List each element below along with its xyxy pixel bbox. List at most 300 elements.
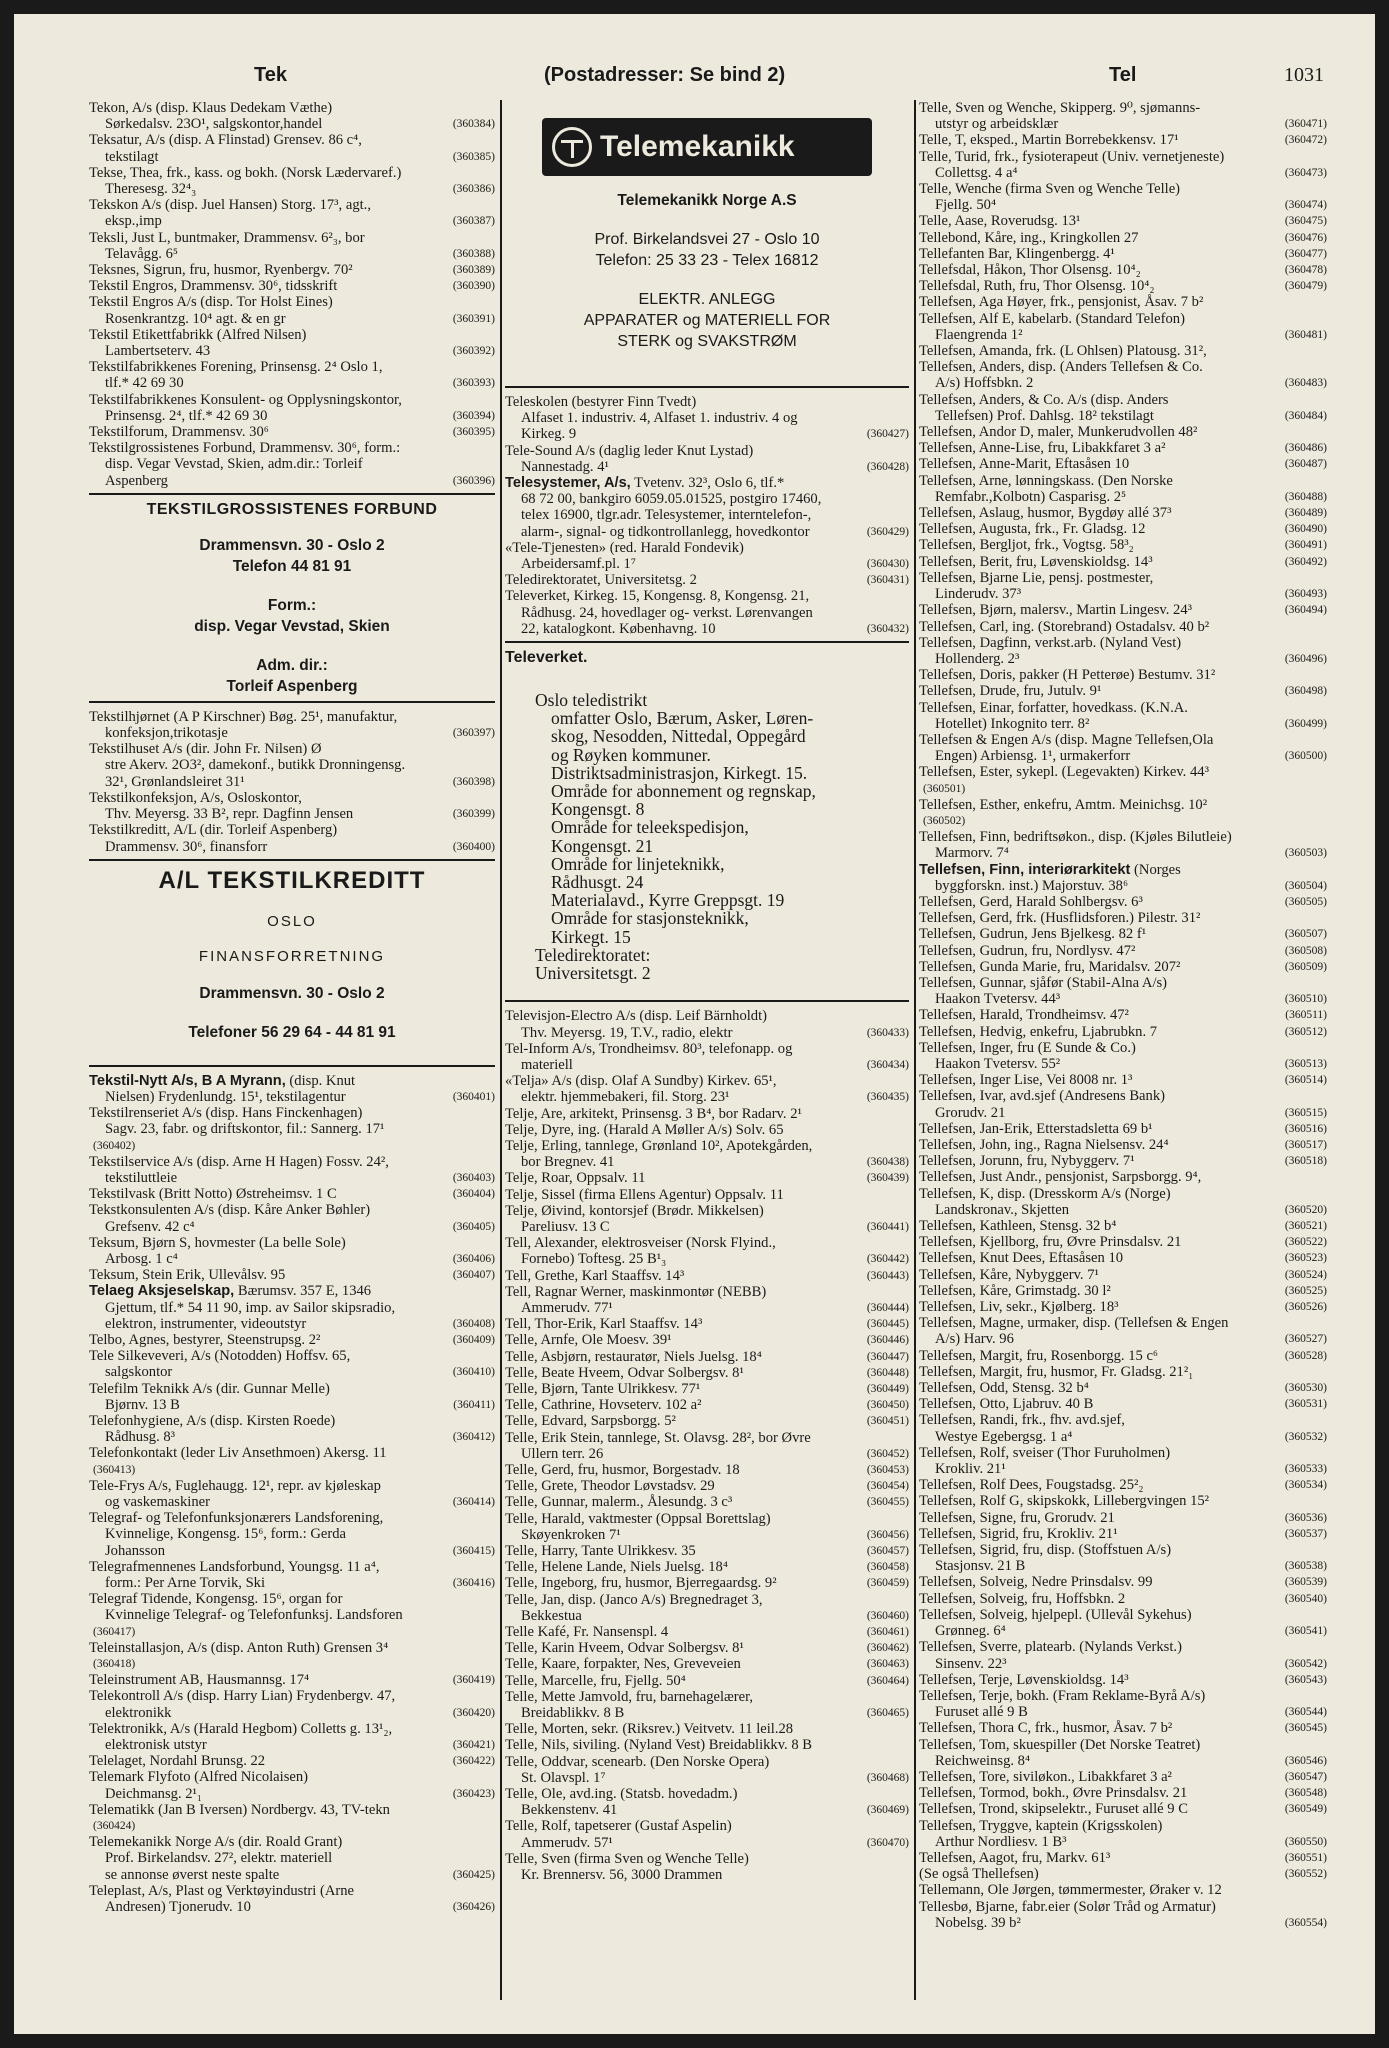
directory-entry — [89, 1381, 495, 1413]
entry-text: Tellefsen, Sigrid, fru, disp. (Stoffstuen A/s) — [919, 1542, 1172, 1559]
entry-text: Nielsen) Frydenlundg. 15¹, tekstilagentur — [105, 1088, 346, 1105]
entry-number: (360509) — [1284, 960, 1327, 973]
entry-number: (360502) — [923, 814, 966, 827]
entry-number: (360544) — [1284, 1706, 1327, 1719]
entry-text: Tellefsen, Carl, ing. (Storebrand) Ostadalsv. 40 b² — [919, 618, 1210, 635]
entry-number: (360396) — [452, 474, 495, 487]
entry-number: (360494) — [1284, 604, 1327, 617]
entry-text: Engen) Arbiensg. 1¹, urmakerforr — [935, 748, 1131, 765]
directory-entry — [505, 1430, 909, 1462]
entry-text: Telematikk (Jan B Iversen) Nordbergv. 43, TV-tekn — [89, 1801, 390, 1818]
entry-line — [919, 505, 1327, 521]
entry-text: salgskontor — [105, 1364, 173, 1381]
directory-entry — [919, 1088, 1327, 1120]
entry-line — [919, 343, 1327, 359]
directory-entry — [505, 1640, 909, 1656]
entry-text: Breidablikkv. 8 B — [521, 1705, 625, 1722]
entry-line — [919, 1623, 1327, 1639]
entry-text: Teksum, Bjørn S, hovmester (La belle Sole) — [89, 1234, 346, 1251]
entry-text: Telle, Beate Hveem, Odvar Solbergsv. 8¹ — [505, 1364, 744, 1381]
entry-line — [505, 1656, 909, 1672]
directory-entry — [505, 1656, 909, 1672]
entry-line — [89, 359, 495, 375]
entry-line — [919, 149, 1327, 165]
entry-number: (360412) — [452, 1431, 495, 1444]
directory-entry — [919, 1688, 1327, 1720]
entry-line — [505, 1818, 909, 1834]
entry-line — [505, 1754, 909, 1770]
ad-tekstilgrossistenes-forbund — [89, 501, 495, 697]
directory-entry — [919, 149, 1327, 181]
entry-text: materiell — [521, 1056, 573, 1073]
entry-line — [919, 440, 1327, 456]
entry-text: Tekstilgrossistenes Forbund, Drammensv. 30⁶, form.: — [89, 440, 401, 457]
entry-line — [919, 213, 1327, 229]
entry-text: Telle, T, eksped., Martin Borrebekkensv. 17¹ — [919, 132, 1179, 149]
entry-text: Telle, Mette Jamvold, fru, barnehagelærer, — [505, 1688, 754, 1705]
televerket-line: Teledirektoratet: — [535, 944, 651, 965]
entry-line — [89, 392, 495, 408]
entry-line — [89, 132, 495, 148]
entry-line — [89, 1591, 495, 1607]
entry-text: Drammensv. 30⁶, finansforr — [105, 838, 268, 855]
directory-entry — [919, 602, 1327, 618]
divider — [89, 1065, 495, 1067]
entry-text: 22, katalogkont. Københavng. 10 — [521, 620, 716, 637]
entry-text: Haakon Tvetersv. 55² — [935, 1055, 1061, 1072]
directory-entry — [505, 1462, 909, 1478]
entry-line — [505, 1608, 909, 1624]
entry-line — [919, 1510, 1327, 1526]
entry-number: (360514) — [1284, 1074, 1327, 1087]
entry-text: Tellefsen & Engen A/s (disp. Magne Tellefsen,Ola — [919, 731, 1214, 748]
directory-entry — [505, 1478, 909, 1494]
directory-entry — [919, 829, 1327, 861]
entry-number: (360422) — [452, 1755, 495, 1768]
directory-entry — [89, 1688, 495, 1720]
entry-line — [919, 1088, 1327, 1104]
entry-text: Tellefsen, Gudrun, Jens Bjelkesg. 82 f¹ — [919, 926, 1147, 943]
entry-number: (360530) — [1284, 1382, 1327, 1395]
entry-number: (360498) — [1284, 685, 1327, 698]
entry-text: Gjettum, tlf.* 54 11 90, imp. av Sailor skipsradio, — [105, 1299, 396, 1316]
entry-line — [505, 1592, 909, 1608]
entry-text: Tellefsen, Odd, Stensg. 32 b⁴ — [919, 1380, 1089, 1397]
directory-entry — [505, 475, 909, 540]
directory-entry — [505, 1624, 909, 1640]
entry-number: (360477) — [1284, 247, 1327, 260]
entry-line — [919, 1396, 1327, 1412]
entry-text: Tekstilhjørnet (A P Kirschner) Bøg. 25¹, manufaktur, — [89, 708, 398, 725]
directory-entry — [919, 1267, 1327, 1283]
entry-number: (360386) — [452, 183, 495, 196]
entry-number: (360450) — [866, 1399, 909, 1412]
entry-line — [919, 230, 1327, 246]
directory-entry — [919, 278, 1327, 294]
entry-number: (360461) — [866, 1626, 909, 1639]
entry-line — [89, 1364, 495, 1380]
entry-line — [89, 839, 495, 855]
directory-entry — [505, 1397, 909, 1413]
entry-line — [505, 1511, 909, 1527]
entry-number: (360540) — [1284, 1592, 1327, 1605]
entry-number: (360500) — [1284, 750, 1327, 763]
entry-line — [505, 1802, 909, 1818]
entry-number: (360463) — [866, 1658, 909, 1671]
directory-entry — [919, 732, 1327, 764]
entry-line — [919, 602, 1327, 618]
directory-entry — [89, 1202, 495, 1234]
directory-entry — [919, 1542, 1327, 1574]
entry-text: Tellesbø, Bjarne, fabr.eier (Solør Tråd og Armatur) — [919, 1898, 1216, 1915]
entry-line — [505, 1462, 909, 1478]
directory-entry — [919, 700, 1327, 732]
header-right: Tel — [1109, 64, 1137, 86]
ad-address: Drammensvn. 30 - Oslo 2 — [199, 984, 385, 1002]
directory-entry — [919, 1315, 1327, 1347]
entry-text: Telegraf- og Telefonfunksjonærers Landsforening, — [89, 1510, 384, 1527]
entry-text: «Telja» A/s (disp. Olaf A Sundby) Kirkev. 65¹, — [505, 1073, 777, 1090]
entry-line — [919, 1186, 1327, 1202]
entry-line — [505, 1365, 909, 1381]
entry-line — [919, 1153, 1327, 1169]
televerket-line: Kongensgt. 21 — [551, 835, 654, 856]
entry-number: (360449) — [866, 1382, 909, 1395]
entry-line — [505, 1235, 909, 1251]
entry-number: (360546) — [1284, 1754, 1327, 1767]
entry-line — [505, 1430, 909, 1446]
entry-line — [505, 1413, 909, 1429]
entry-line — [89, 440, 495, 456]
entry-line — [89, 774, 495, 790]
entry-line — [919, 667, 1327, 683]
entry-number: (360414) — [452, 1495, 495, 1508]
entry-text: Tellefsen, Kåre, Grimstadg. 30 l² — [919, 1282, 1111, 1299]
entry-text: Johansson — [105, 1542, 165, 1559]
entry-text: Telle, Karin Hveem, Odvar Solbergsv. 8¹ — [505, 1640, 744, 1657]
entry-text: Telje, Sissel (firma Ellens Agentur) Oppsalv. 11 — [505, 1186, 784, 1203]
directory-entry — [505, 1268, 909, 1284]
televerket-line: Rådhusgt. 24 — [551, 872, 644, 893]
entry-line — [919, 1558, 1327, 1574]
entry-text: A/s) Hoffsbkn. 2 — [935, 375, 1034, 392]
entry-text: 68 72 00, bankgiro 6059.05.01525, postgiro 17460, — [521, 491, 822, 508]
entry-line — [89, 1445, 495, 1461]
entry-line — [919, 1121, 1327, 1137]
entry-text: Tellefsen, Amanda, frk. (L Ohlsen) Platousg. 31², — [919, 343, 1207, 360]
entry-text: Telje, Dyre, ing. (Harald A Møller A/s) Solv. 65 — [505, 1121, 784, 1138]
entry-line — [919, 294, 1327, 310]
directory-entry — [919, 1899, 1327, 1931]
entry-number: (360534) — [1284, 1479, 1327, 1492]
directory-entry — [89, 1073, 495, 1105]
entry-text: Kr. Brennersv. 56, 3000 Drammen — [521, 1867, 723, 1884]
entry-text: Tell, Ragnar Werner, maskinmontør (NEBB) — [505, 1283, 767, 1300]
entry-number: (360462) — [866, 1642, 909, 1655]
entry-text: Telle, Ingeborg, fru, husmor, Bjerregaardsg. 9² — [505, 1575, 777, 1592]
entry-line — [919, 181, 1327, 197]
entry-text: Tellefsen, Aga Høyer, frk., pensjonist, Åsav. 7 b² — [919, 294, 1204, 311]
entry-text: A/s) Harv. 96 — [935, 1331, 1014, 1348]
entry-line — [919, 197, 1327, 213]
entry-text-rest: (disp. Knut — [285, 1072, 356, 1089]
entry-number: (360417) — [93, 1625, 136, 1638]
entry-number: (360490) — [1284, 523, 1327, 536]
entry-number: (360425) — [452, 1868, 495, 1881]
directory-entry — [505, 588, 909, 637]
entry-text: Tekstilfabrikkenes Forening, Prinsensg. 2⁴ Oslo 1, — [89, 359, 383, 376]
entry-text: Teksum, Stein Erik, Ullevålsv. 95 — [89, 1267, 286, 1284]
entry-line — [505, 540, 909, 556]
entry-number: (360419) — [452, 1674, 495, 1687]
directory-entry — [505, 1316, 909, 1332]
entry-text-rest: Bærumsv. 357 E, 1346 — [234, 1283, 372, 1300]
entry-line — [505, 1721, 909, 1737]
entry-line — [919, 116, 1327, 132]
entry-number: (360549) — [1284, 1803, 1327, 1816]
entry-text: Kvinnelige, Kongensg. 15⁶, form.: Gerda — [105, 1526, 346, 1543]
entry-line — [89, 1300, 495, 1316]
entry-number: (360428) — [866, 460, 909, 473]
directory-entry — [505, 1187, 909, 1203]
entry-line — [919, 1882, 1327, 1898]
entry-number: (360392) — [452, 345, 495, 358]
directory-entry — [919, 1153, 1327, 1169]
entry-text: Tekstkonsulenten A/s (disp. Kåre Anker Bøhler) — [89, 1202, 371, 1219]
entry-number: (360471) — [1284, 118, 1327, 131]
entry-text: elektronisk utstyr — [105, 1737, 207, 1754]
entry-number: (360504) — [1284, 879, 1327, 892]
entry-number: (360525) — [1284, 1284, 1327, 1297]
divider — [89, 859, 495, 861]
entry-text: Tekstil Etikettfabrikk (Alfred Nilsen) — [89, 326, 307, 343]
directory-entry — [919, 1882, 1327, 1898]
entry-line — [919, 1072, 1327, 1088]
directory-entry — [919, 797, 1327, 829]
televerket-line: Kirkegt. 15 — [551, 926, 631, 947]
entry-line — [505, 1041, 909, 1057]
directory-entry — [919, 1591, 1327, 1607]
directory-entry — [89, 1478, 495, 1510]
directory-entry — [919, 230, 1327, 246]
entry-line — [919, 910, 1327, 926]
directory-entry — [919, 392, 1327, 424]
entry-line — [89, 806, 495, 822]
directory-entry — [89, 790, 495, 822]
entry-line — [919, 1331, 1327, 1347]
entry-line — [919, 748, 1327, 764]
entry-text: eksp.,imp — [105, 213, 162, 230]
directory-entry — [89, 424, 495, 440]
entry-line — [919, 1007, 1327, 1023]
directory-entry — [505, 1284, 909, 1316]
entry-text: elektr. hjemmebakeri, fil. Storg. 23¹ — [521, 1089, 730, 1106]
entry-text: Andresen) Tjonerudv. 10 — [105, 1899, 251, 1916]
directory-entry — [505, 1543, 909, 1559]
entry-line — [919, 1445, 1327, 1461]
entry-text: Hotellet) Inkognito terr. 8² — [935, 715, 1090, 732]
entry-text: Telle Kafé, Fr. Nansenspl. 4 — [505, 1624, 669, 1641]
directory-entry — [919, 1121, 1327, 1137]
entry-text: Tellefsen, Ivar, avd.sjef (Andresens Bank) — [919, 1088, 1165, 1105]
directory-entry — [919, 683, 1327, 699]
entry-text: «Tele-Tjenesten» (red. Harald Fondevik) — [505, 539, 744, 556]
entry-text: Telegrafmennenes Landsforbund, Youngsg. 11 a⁴, — [89, 1558, 380, 1575]
entry-line — [919, 1801, 1327, 1817]
entry-line — [89, 1640, 495, 1656]
entry-text: Telegraf Tidende, Kongensg. 15⁶, organ for — [89, 1591, 343, 1608]
telemekanikk-logo — [505, 118, 909, 176]
entry-number: (360389) — [452, 264, 495, 277]
directory-entry — [505, 572, 909, 588]
entry-text: St. Olavspl. 1⁷ — [521, 1769, 606, 1786]
entry-number: (360399) — [452, 808, 495, 821]
entry-text: Marmorv. 7⁴ — [935, 845, 1009, 862]
entry-line — [505, 1689, 909, 1705]
entry-number: (360451) — [866, 1415, 909, 1428]
directory-entry — [919, 1024, 1327, 1040]
entry-line — [89, 1316, 495, 1332]
entry-number: (360418) — [93, 1658, 136, 1671]
televerket-line: Universitetsgt. 2 — [535, 963, 651, 984]
entry-line — [919, 424, 1327, 440]
entry-text: Tellefsen, Terje, bokh. (Fram Reklame-Byrå A/s) — [919, 1687, 1206, 1704]
entry-line — [919, 1720, 1327, 1736]
entry-text: Telle, Sven og Wenche, Skipperg. 9⁰, sjømanns- — [919, 100, 1201, 116]
entry-number: (360459) — [866, 1577, 909, 1590]
directory-entry — [505, 1122, 909, 1138]
entry-text: Tellefsen, Thora C, frk., husmor, Åsav. 7 b² — [919, 1720, 1173, 1737]
entry-text: Tellefsen, Hedvig, enkefru, Ljabrubkn. 7 — [919, 1023, 1158, 1040]
entry-line — [89, 408, 495, 424]
entry-text: Tellefsen, Dagfinn, verkst.arb. (Nyland Vest) — [919, 634, 1182, 651]
entry-text: Tekstilvask (Britt Notto) Østreheimsv. 1 C — [89, 1186, 337, 1203]
entry-text: Arbosg. 1 c⁴ — [105, 1250, 178, 1267]
entry-number: (360423) — [452, 1787, 495, 1800]
entry-text: byggforskn. inst.) Majorstuv. 38⁶ — [935, 877, 1129, 894]
directory-entry — [919, 1218, 1327, 1234]
entry-line — [505, 1705, 909, 1721]
entry-text: Tel-Inform A/s, Trondheimsv. 80³, telefonapp. og — [505, 1040, 793, 1057]
entry-text: Telle, Ole, avd.ing. (Statsb. hovedadm.) — [505, 1786, 738, 1803]
entry-text: Telle, Rolf, tapetserer (Gustaf Aspelin) — [505, 1818, 732, 1835]
entry-line — [89, 246, 495, 262]
entry-number: (360427) — [866, 428, 909, 441]
directory-entry — [919, 1866, 1327, 1882]
entry-line — [919, 926, 1327, 942]
entry-line — [919, 1056, 1327, 1072]
entry-text: Tellemann, Ole Jørgen, tømmermester, Øraker v. 12 — [919, 1882, 1222, 1899]
entry-text: Telle, Nils, siviling. (Nyland Vest) Breidablikkv. 8 B — [505, 1737, 813, 1754]
entry-text: Telavågg. 6⁵ — [105, 245, 178, 262]
directory-entry — [89, 1348, 495, 1380]
entry-number: (360452) — [866, 1447, 909, 1460]
entry-number: (360426) — [452, 1901, 495, 1914]
entry-line — [89, 1397, 495, 1413]
directory-entry — [505, 1575, 909, 1591]
entry-number: (360464) — [866, 1674, 909, 1687]
entry-text: Telle, Bjørn, Tante Ulrikkesv. 77¹ — [505, 1380, 701, 1397]
entry-line — [505, 1170, 909, 1186]
directory-entry — [89, 1154, 495, 1186]
entry-text: Tellefanten Bar, Klingenbergg. 4¹ — [919, 245, 1115, 262]
directory-entry — [89, 1769, 495, 1801]
entry-number: (360435) — [866, 1091, 909, 1104]
entry-text: Tekstil Engros A/s (disp. Tor Holst Eines) — [89, 294, 333, 311]
entry-text: Telle, Asbjørn, restauratør, Niels Juelsg. 18⁴ — [505, 1348, 762, 1365]
entry-text: Tellefsen, Margit, fru, husmor, Fr. Gladsg. 21²₁ — [919, 1363, 1194, 1380]
televerket-line: Område for abonnement og regnskap, — [551, 781, 816, 802]
entry-text: Tellefsen, Magne, urmaker, disp. (Tellefsen & Engen — [919, 1315, 1229, 1332]
entry-line — [505, 1154, 909, 1170]
entry-text: Tellefsen, Gunda Marie, fru, Maridalsv. 207² — [919, 958, 1181, 975]
directory-entry — [89, 709, 495, 741]
directory-entry — [505, 1721, 909, 1737]
entry-number: (360528) — [1284, 1349, 1327, 1362]
entry-number: (360515) — [1284, 1106, 1327, 1119]
entry-text: Tellefsen, Gunnar, sjåfør (Stabil-Alna A/s) — [919, 974, 1168, 991]
entry-line — [505, 1138, 909, 1154]
entry-text: Hollenderg. 2³ — [935, 650, 1020, 667]
entry-line — [89, 100, 495, 116]
ad-form-value: disp. Vegar Vevstad, Skien — [194, 617, 390, 635]
entry-line — [505, 507, 909, 523]
entry-number: (360484) — [1284, 409, 1327, 422]
directory-entry — [919, 521, 1327, 537]
directory-entry — [919, 1445, 1327, 1477]
entry-text: Sagv. 23, fabr. og driftskontor, fil.: Sannerg. 17¹ — [105, 1121, 385, 1138]
entry-text: Westye Egebergsg. 1 a⁴ — [935, 1428, 1073, 1445]
entry-line — [89, 456, 495, 472]
entry-number: (360410) — [452, 1366, 495, 1379]
entry-text-rest: Tvetenv. 32³, Oslo 6, tlf.* — [630, 475, 785, 492]
entry-text: Tellefsen, Anne-Marit, Eftasåsen 10 — [919, 456, 1130, 473]
entry-text: Tellefsen, Tormod, bokh., Øvre Prinsdalsv. 21 — [919, 1785, 1188, 1802]
entry-number: (360469) — [866, 1804, 909, 1817]
entry-text: Tellefsen, Berit, fru, Løvenskioldsg. 14³ — [919, 553, 1153, 570]
directory-entry — [919, 456, 1327, 472]
entry-number: (360531) — [1284, 1398, 1327, 1411]
entry-number: (360551) — [1284, 1851, 1327, 1864]
directory-entry — [505, 1413, 909, 1429]
entry-text: Tellefsen, Otto, Ljabruv. 40 B — [919, 1396, 1094, 1413]
entry-number: (360443) — [866, 1269, 909, 1282]
directory-entry — [919, 975, 1327, 1007]
entry-text: (Se også Thellefsen) — [919, 1866, 1039, 1883]
entry-text: Teleinstrument AB, Hausmannsg. 17⁴ — [89, 1672, 310, 1689]
entry-text: stre Akerv. 2O3², damekonf., butikk Dronningensg. — [105, 757, 406, 774]
entry-text: Fornebo) Toftesg. 25 B¹₃ — [521, 1251, 667, 1268]
entry-line — [505, 1494, 909, 1510]
entry-line — [89, 1769, 495, 1785]
entry-line — [89, 1786, 495, 1802]
entry-text: Tellefsen, Anders, disp. (Anders Tellefsen & Co. — [919, 359, 1203, 376]
entry-line — [89, 1186, 495, 1202]
entry-text: Deichmansg. 2¹₁ — [105, 1785, 203, 1802]
ad-phones: Telefoner 56 29 64 - 44 81 91 — [188, 1023, 396, 1041]
directory-entry — [89, 1332, 495, 1348]
entry-text: Tellefsen, Kjellborg, fru, Øvre Prinsdalsv. 21 — [919, 1234, 1182, 1251]
entry-number: (360489) — [1284, 507, 1327, 520]
entry-text: Tell, Grethe, Karl Staaffsv. 14³ — [505, 1267, 685, 1284]
entry-line — [919, 878, 1327, 894]
entry-text: Telle, Oddvar, scenearb. (Den Norske Opera) — [505, 1753, 770, 1770]
entry-line — [89, 327, 495, 343]
divider — [89, 493, 495, 495]
entry-text: Sørkedalsv. 23O¹, salgskontor,handel — [105, 116, 323, 133]
entry-text: Telje, Are, arkitekt, Prinsensg. 3 B⁴, bor Radarv. 2¹ — [505, 1105, 802, 1122]
directory-entry — [919, 473, 1327, 505]
